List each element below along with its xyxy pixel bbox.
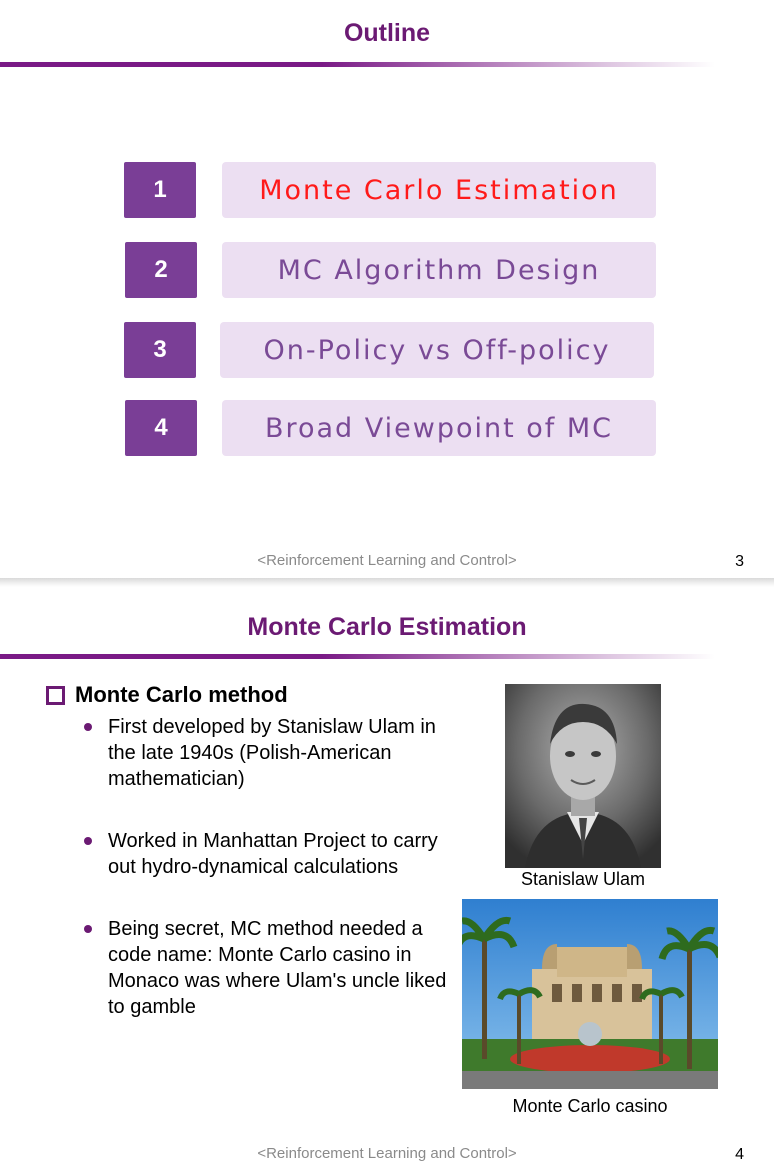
caption-casino: Monte Carlo casino xyxy=(512,1096,668,1116)
monte-carlo-casino-photo xyxy=(462,899,718,1089)
slide-separator xyxy=(0,578,774,587)
caption-ulam: Stanislaw Ulam xyxy=(520,869,646,889)
section-heading xyxy=(46,682,288,708)
slide-title: Monte Carlo Estimation xyxy=(247,613,527,641)
title-rule xyxy=(0,62,715,67)
outline-number-1: 1 xyxy=(124,162,196,218)
outline-number-3: 3 xyxy=(124,322,196,378)
slide-title: Outline xyxy=(343,19,431,47)
slide-outline xyxy=(0,0,774,580)
list-item: Being secret, MC method needed a code name: Monte Carlo casino in Monaco was where Ulam's uncle liked to gamble xyxy=(80,916,460,1020)
page-number: 3 xyxy=(735,553,744,570)
outline-item-broad-viewpoint-of-mc[interactable]: Broad Viewpoint of MC xyxy=(222,400,656,456)
outline-item-on-policy-vs-off-policy[interactable]: On-Policy vs Off-policy xyxy=(220,322,654,378)
bullet-dot-icon xyxy=(84,723,92,731)
slide-footer: <Reinforcement Learning and Control> xyxy=(257,552,517,569)
bullet-list xyxy=(80,714,460,1020)
list-item: First developed by Stanislaw Ulam in the late 1940s (Polish-American mathematician) xyxy=(80,714,460,792)
list-item: Worked in Manhattan Project to carry out hydro-dynamical calculations xyxy=(80,828,460,880)
outline-item-monte-carlo-estimation[interactable]: Monte Carlo Estimation xyxy=(222,162,656,218)
outline-number-2: 2 xyxy=(125,242,197,298)
bullet-dot-icon xyxy=(84,837,92,845)
stanislaw-ulam-photo xyxy=(505,684,661,868)
page-number: 4 xyxy=(735,1146,744,1163)
title-rule xyxy=(0,654,715,659)
square-bullet-icon xyxy=(46,686,65,705)
outline-item-mc-algorithm-design[interactable]: MC Algorithm Design xyxy=(222,242,656,298)
bullet-dot-icon xyxy=(84,925,92,933)
outline-number-4: 4 xyxy=(125,400,197,456)
heading-text: Monte Carlo method xyxy=(75,682,288,707)
slide-monte-carlo-estimation xyxy=(0,587,774,1167)
slide-footer: <Reinforcement Learning and Control> xyxy=(257,1145,517,1162)
